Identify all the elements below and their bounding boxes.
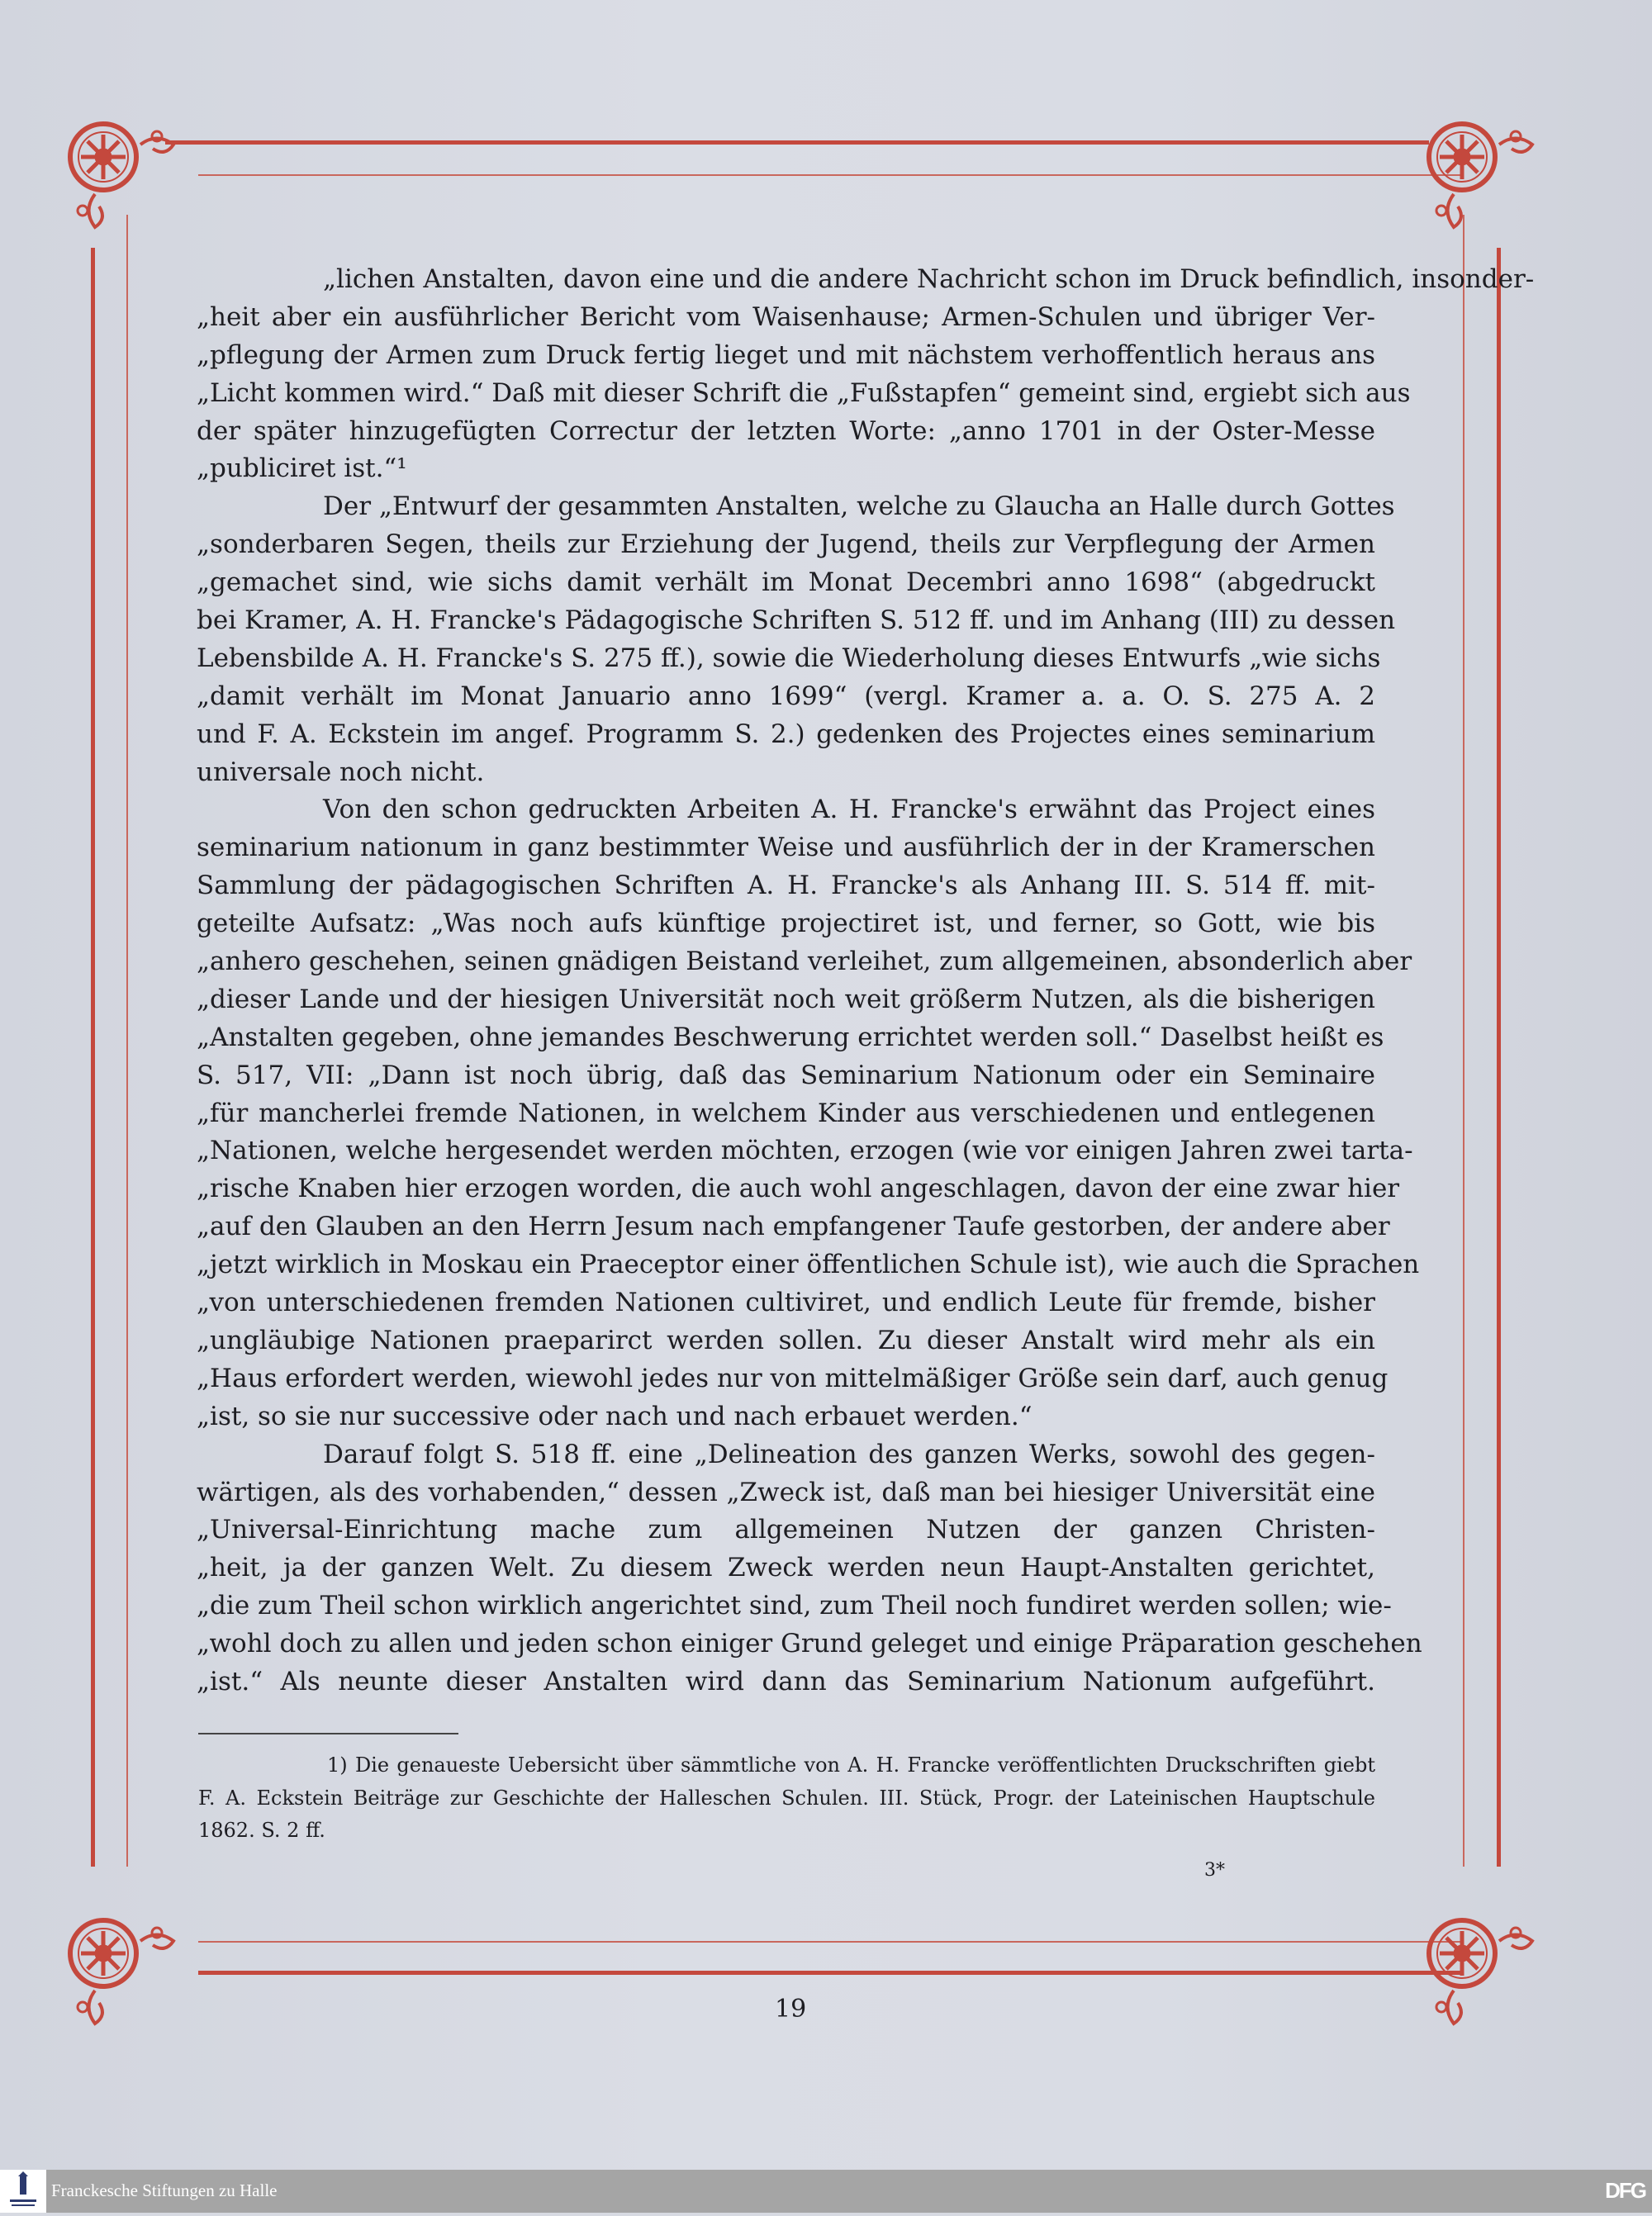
text-line: der später hinzugefügten Correctur der letzten Worte: „anno 1701 in der Oster-Messe [197, 415, 1375, 446]
text-line: seminarium nationum in ganz bestimmter Weise und ausführlich der in der Kramerschen [197, 833, 1375, 863]
text-line: „anhero geschehen, seinen gnädigen Beistand verleihet, zum allgemeinen, absonderlich aber [197, 947, 1412, 977]
text-line: „die zum Theil schon wirklich angerichtet sind, zum Theil noch fundiret werden sollen; wie- [197, 1591, 1392, 1621]
text-line: Darauf folgt S. 518 ff. eine „Delineation des ganzen Werks, sowohl des gegen- [323, 1439, 1375, 1469]
text-line: „Universal-Einrichtung mache zum allgemeinen Nutzen der ganzen Christen- [197, 1515, 1375, 1545]
footnote-line: 1862. S. 2 ff. [198, 1819, 325, 1842]
text-line: „sonderbaren Segen, theils zur Erziehung der Jugend, theils zur Verpflegung der Armen [197, 529, 1375, 560]
text-line: „ist.“ Als neunte dieser Anstalten wird dann das Seminarium Nationum aufgeführt. [197, 1666, 1375, 1696]
frame-bottom-rule [198, 1971, 1462, 1975]
institution-logo-icon[interactable] [0, 2170, 46, 2213]
corner-rosette-ornament-top-left [62, 112, 186, 235]
text-line: „heit, ja der ganzen Welt. Zu diesem Zweck werden neun Haupt-Anstalten gerichtet, [197, 1553, 1375, 1583]
corner-rosette-ornament-top-right [1421, 112, 1545, 235]
frame-top-rule [165, 140, 1429, 145]
footnote-line: 1) Die genaueste Uebersicht über sämmtliche von A. H. Francke veröffentlichten Druckschriften giebt [327, 1753, 1375, 1777]
frame-top-inner-rule [198, 174, 1462, 176]
text-line: „gemachet sind, wie sichs damit verhält im Monat Decembri anno 1698“ (abgedruckt [197, 567, 1375, 598]
text-line: geteilte Aufsatz: „Was noch aufs künftige projectiret ist, und ferner, so Gott, wie bis [197, 909, 1375, 939]
text-line: „damit verhält im Monat Januario anno 1699“ (vergl. Kramer a. a. O. S. 275 A. 2 [197, 681, 1375, 711]
text-line: „ungläubige Nationen praeparirct werden sollen. Zu dieser Anstalt wird mehr als ein [197, 1325, 1375, 1355]
text-line: und F. A. Eckstein im angef. Programm S. 2.) gedenken des Projectes eines seminarium [197, 719, 1375, 749]
text-line: „lichen Anstalten, davon eine und die andere Nachricht schon im Druck befindlich, insonder- [323, 264, 1535, 294]
body-text [197, 261, 1535, 1701]
dfg-logo[interactable]: DFG [1605, 2178, 1645, 2203]
text-line: „heit aber ein ausführlicher Bericht vom Waisenhause; Armen-Schulen und übriger Ver- [197, 301, 1375, 332]
text-line: universale noch nicht. [197, 757, 485, 787]
institution-name-link[interactable]: Franckesche Stiftungen zu Halle [51, 2180, 278, 2200]
text-line: Sammlung der pädagogischen Schriften A. H. Francke's als Anhang III. S. 514 ff. mit- [197, 871, 1375, 901]
signature-mark: 3* [1204, 1860, 1225, 1881]
footer-bar [0, 2170, 1652, 2213]
text-line: bei Kramer, A. H. Francke's Pädagogische Schriften S. 512 ff. und im Anhang (III) zu dessen [197, 605, 1396, 636]
text-line: „publiciret ist.“¹ [197, 453, 407, 484]
frame-left-rule [91, 248, 95, 1867]
text-line: Lebensbilde A. H. Francke's S. 275 ff.), sowie die Wiederholung dieses Entwurfs „wie sichs [197, 643, 1381, 673]
text-line: „Nationen, welche hergesendet werden möchten, erzogen (wie vor einigen Jahren zwei tarta- [197, 1136, 1413, 1166]
frame-right-inner-rule [1463, 215, 1464, 1867]
text-line: „Licht kommen wird.“ Daß mit dieser Schrift die „Fußstapfen“ gemeint sind, ergiebt sich aus [197, 377, 1411, 408]
footnote [198, 1749, 1375, 1848]
text-line: Der „Entwurf der gesammten Anstalten, welche zu Glaucha an Halle durch Gottes [323, 491, 1395, 522]
text-line: wärtigen, als des vorhabenden,“ dessen „Zweck ist, daß man bei hiesiger Universität eine [197, 1477, 1375, 1507]
page-number: 19 [775, 1995, 807, 2024]
footnote-separator [198, 1733, 458, 1734]
text-line: „pflegung der Armen zum Druck fertig lieget und mit nächstem verhoffentlich heraus ans [197, 339, 1375, 370]
text-line: „wohl doch zu allen und jeden schon einiger Grund geleget und einige Präparation geschehen [197, 1629, 1422, 1659]
footnote-line: F. A. Eckstein Beiträge zur Geschichte der Halleschen Schulen. III. Stück, Progr. der Lateinischen Hauptschule [198, 1786, 1375, 1810]
text-line: „ist, so sie nur successive oder nach und nach erbauet werden.“ [197, 1401, 1032, 1431]
text-line: „rische Knaben hier erzogen worden, die auch wohl angeschlagen, davon der eine zwar hier [197, 1174, 1400, 1204]
frame-left-inner-rule [126, 215, 128, 1867]
text-line: „von unterschiedenen fremden Nationen cultiviret, und endlich Leute für fremde, bisher [197, 1288, 1375, 1318]
text-line: „auf den Glauben an den Herrn Jesum nach empfangener Taufe gestorben, der andere aber [197, 1212, 1390, 1242]
text-line: „für mancherlei fremde Nationen, in welchem Kinder aus verschiedenen und entlegenen [197, 1098, 1375, 1128]
frame-right-rule [1497, 248, 1501, 1867]
text-line: Von den schon gedruckten Arbeiten A. H. Francke's erwähnt das Project eines [323, 795, 1375, 825]
text-line: „dieser Lande und der hiesigen Universität noch weit größerm Nutzen, als die bisherigen [197, 984, 1375, 1014]
frame-bottom-inner-rule [198, 1941, 1462, 1943]
text-line: „Haus erfordert werden, wiewohl jedes nur von mittelmäßiger Größe sein darf, auch genug [197, 1363, 1389, 1393]
text-line: S. 517, VII: „Dann ist noch übrig, daß das Seminarium Nationum oder ein Seminaire [197, 1060, 1375, 1090]
text-line: „Anstalten gegeben, ohne jemandes Beschwerung errichtet werden soll.“ Daselbst heißt es [197, 1022, 1384, 1052]
text-line: „jetzt wirklich in Moskau ein Praeceptor einer öffentlichen Schule ist), wie auch die Sprachen [197, 1250, 1420, 1280]
corner-rosette-ornament-bottom-right [1421, 1908, 1545, 2032]
corner-rosette-ornament-bottom-left [62, 1908, 186, 2032]
